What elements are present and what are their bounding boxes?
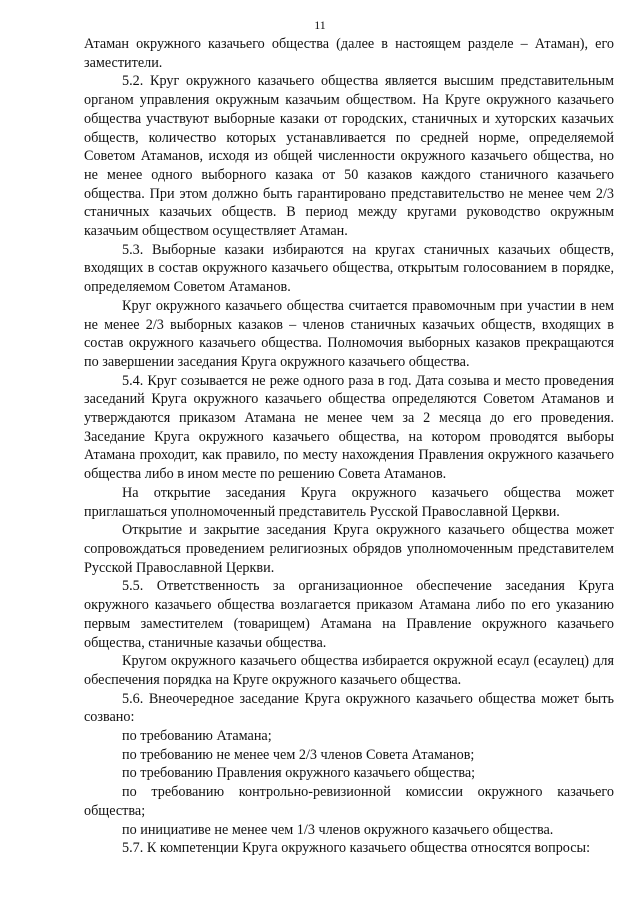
paragraph-5-3: 5.3. Выборные казаки избираются на кругах станичных казачьих обществ, входящих в состав окружного казачьего общества, открытым голосованием в порядке, определяемом Советом Атаманов. bbox=[84, 241, 614, 296]
list-item: по требованию не менее чем 2/3 членов Совета Атаманов; bbox=[122, 746, 475, 763]
paragraph-5-5: 5.5. Ответственность за организационное обеспечение заседания Круга окружного казачьего общества возлагается приказом Атамана либо по его указанию первым заместителем (товарищем) Атамана на Правление окружного казачьего общества, станичные казачьи общества. bbox=[84, 578, 614, 651]
paragraph: Кругом окружного казачьего общества избирается окружной есаул (есаулец) для обеспечения порядка на Круге окружного казачьего общества. bbox=[84, 653, 614, 688]
paragraph-5-6: 5.6. Внеочередное заседание Круга окружного казачьего общества может быть созвано: bbox=[84, 690, 614, 726]
paragraph: Атаман окружного казачьего общества (далее в настоящем разделе – Атаман), его заместители. bbox=[84, 36, 614, 71]
paragraph-5-7: 5.7. К компетенции Круга окружного казачьего общества относятся вопросы: bbox=[122, 840, 591, 857]
paragraph-5-2: 5.2. Круг окружного казачьего общества является высшим представительным органом управления окружным казачьим обществом. На Круге окружного казачьего общества участвуют выборные казаки от городских, станичных и хуторских казачьих обществ, количество которых устанавливается по средней норме, определяемой Советом Атаманов, исходя из общей численности окружного казачьего общества, но не менее одного выборного казака от 50 казаков каждого станичного казачьего общества. При этом должно быть гарантировано представительство не менее чем 2/3 станичных казачьих обществ. В период между кругами руководство окружным казачьим обществом осуществляет Атаман. bbox=[84, 73, 614, 240]
document-body bbox=[84, 35, 614, 858]
list-item: по требованию Атамана; bbox=[122, 728, 272, 745]
list-item: по инициативе не менее чем 1/3 членов окружного казачьего общества. bbox=[122, 821, 554, 838]
list-item: по требованию контрольно-ревизионной комиссии окружного казачьего общества; bbox=[84, 784, 614, 819]
paragraph: На открытие заседания Круга окружного казачьего общества может приглашаться уполномоченный представитель Русской Православной Церкви. bbox=[84, 484, 614, 520]
paragraph: Открытие и закрытие заседания Круга окружного казачьего общества может сопровождаться проведением религиозных обрядов уполномоченным представителем Русской Православной Церкви. bbox=[84, 522, 614, 576]
list-item: по требованию Правления окружного казачьего общества; bbox=[122, 765, 476, 782]
page-number: 11 bbox=[314, 18, 326, 32]
paragraph-5-4: 5.4. Круг созывается не реже одного раза в год. Дата созыва и место проведения заседаний Круга окружного казачьего общества определяются Советом Атаманов и утверждаются приказом Атамана не менее чем за 2 месяца до его проведения. Заседание Круга окружного казачьего общества, на котором проводятся выборы Атамана проходит, как правило, по месту нахождения Правления окружного казачьего общества либо в ином месте по решению Совета Атаманов. bbox=[84, 372, 614, 483]
paragraph: Круг окружного казачьего общества считается правомочным при участии в нем не менее 2/3 выборных казаков – членов станичных казачьих обществ, входящих в состав окружного казачьего общества. Полномочия выборных казаков прекращаются по завершении заседания Круга окружного казачьего общества. bbox=[84, 297, 614, 370]
